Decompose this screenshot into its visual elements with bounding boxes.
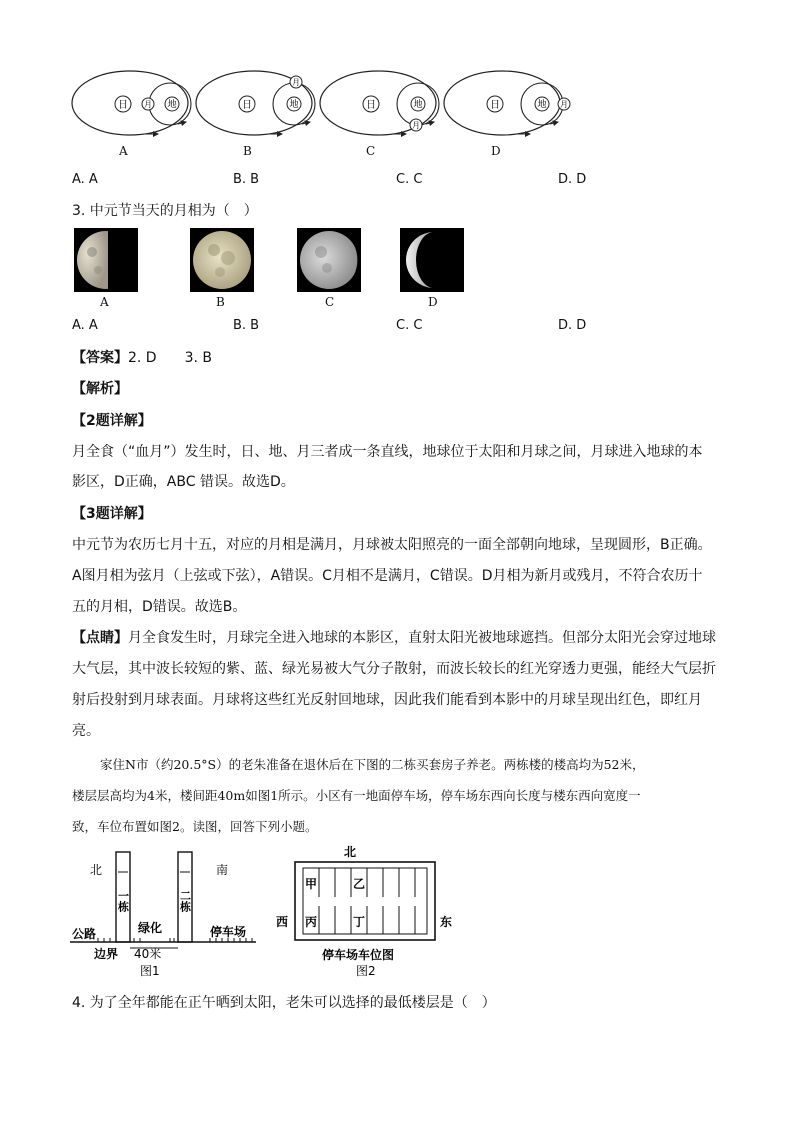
fig2-north: 北 (344, 845, 357, 859)
building-1-text: 一栋 (116, 890, 130, 912)
orbit-label-a: A (119, 144, 128, 158)
tips-line-2: 大气层，其中波长较短的紫、蓝、绿光易被大气分子散射，而波长较长的红光穿透力更强，能经大气层折 (72, 661, 716, 677)
orbit-diagram-a (72, 71, 191, 135)
q3-detail-line-2: A图月相为弦月（上弦或下弦），A错误。C月相不是满月，C错误。D月相为新月或残月，不符合农历十 (72, 568, 703, 584)
orbit-label-b: B (243, 144, 252, 158)
q4-stem: 4. 为了全年都能在正午晒到太阳，老朱可以选择的最低楼层是（ ） (72, 995, 496, 1011)
parking-spot-bing: 丙 (305, 915, 318, 929)
tips-tag: 【点睛】 (72, 630, 128, 646)
orbit-diagram-d (444, 71, 570, 135)
q3-detail-line-1: 中元节为农历七月十五，对应的月相是满月，月球被太阳照亮的一面全部朝向地球，呈现圆形，B正确。 (72, 537, 712, 553)
sun-label: 日 (242, 100, 252, 111)
moon-label-c: C (325, 295, 335, 309)
moon-label: 月 (560, 100, 568, 109)
parking-spot-yi: 乙 (353, 877, 366, 891)
figure-1 (70, 842, 270, 982)
answer-tag: 【答案】 (72, 350, 128, 366)
fig1-south: 南 (216, 863, 229, 877)
q3-stem: 3. 中元节当天的月相为（ ） (72, 203, 258, 219)
fig2-caption: 图2 (356, 964, 376, 978)
orbit-diagrams (66, 66, 586, 166)
q2-option-a: A. A (72, 172, 98, 187)
q3-detail-tag: 【3题详解】 (72, 506, 152, 522)
tips-line-1 (72, 628, 716, 648)
passage-line-1: 家住N市（约20.5°S）的老朱准备在退休后在下图的二栋买套房子养老。两栋楼的楼高均为52米， (100, 757, 645, 772)
q3-option-d: D. D (558, 318, 587, 333)
moon-label: 月 (144, 100, 152, 109)
moon-photo-c (297, 228, 361, 292)
sun-label: 日 (366, 100, 376, 111)
fig1-north: 北 (90, 863, 103, 877)
moon-label-d: D (428, 295, 438, 309)
tips-line-4: 亮。 (72, 723, 100, 739)
q3-option-b: B. B (233, 318, 260, 333)
moon-label-b: B (216, 295, 225, 309)
passage-line-2: 楼层层高均为4米，楼间距40m如图1所示。小区有一地面停车场，停车场东西向长度与楼东西向宽度一 (72, 788, 641, 803)
q2-option-b: B. B (233, 172, 260, 187)
sun-label: 日 (490, 100, 500, 111)
fig2-title: 停车场车位图 (322, 948, 395, 962)
q2-detail-tag: 【2题详解】 (72, 413, 152, 429)
tips-line-3: 射后投射到月球表面。月球将这些红光反射回地球，因此我们能看到本影中的月球呈现出红色，即红月 (72, 692, 702, 708)
moon-photo-d (400, 228, 464, 292)
q2-detail-line-1: 月全食（“血月”）发生时，日、地、月三者成一条直线，地球位于太阳和月球之间，月球进入地球的本 (72, 444, 703, 460)
q3-option-a: A. A (72, 318, 98, 333)
fig1-boundary: 边界 (94, 947, 119, 961)
moon-label: 月 (292, 78, 300, 87)
orbit-diagram-b (196, 71, 315, 135)
earth-label: 地 (413, 100, 423, 110)
orbit-label-c: C (366, 144, 376, 158)
q2-option-d: D. D (558, 172, 587, 187)
parking-spot-ding: 丁 (353, 915, 366, 929)
q3-detail-line-3: 五的月相，D错误。故选B。 (72, 599, 247, 615)
moon-label-a: A (100, 295, 109, 309)
passage-line-3: 致，车位布置如图2。读图，回答下列小题。 (72, 819, 318, 834)
fig2-west: 西 (276, 915, 289, 929)
q3-option-c: C. C (396, 318, 423, 333)
moon-photo-a (74, 228, 138, 292)
earth-label: 地 (537, 100, 547, 110)
earth-label: 地 (289, 100, 299, 110)
orbit-diagram-c (320, 71, 439, 135)
fig1-road: 公路 (72, 927, 97, 941)
answer-text: 2. D 3. B (128, 350, 212, 366)
q2-option-c: C. C (396, 172, 423, 187)
sun-label: 日 (118, 100, 128, 111)
parking-spot-jia: 甲 (305, 877, 318, 891)
answer-line (72, 348, 212, 368)
moon-label: 月 (412, 121, 420, 130)
fig1-greenery: 绿化 (138, 921, 163, 935)
fig1-parking: 停车场 (210, 925, 247, 939)
figure-2 (272, 842, 462, 982)
fig1-caption: 图1 (140, 964, 160, 978)
building-2-text: 二栋 (178, 890, 192, 912)
tips-first: 月全食发生时，月球完全进入地球的本影区，直射太阳光被地球遮挡。但部分太阳光会穿过地球 (128, 630, 716, 646)
orbit-label-d: D (491, 144, 501, 158)
moon-photo-b (190, 228, 254, 292)
analysis-tag: 【解析】 (72, 381, 128, 397)
fig2-east: 东 (440, 915, 453, 929)
fig1-distance: 40米 (134, 947, 162, 961)
q2-detail-line-2: 影区，D正确，ABC 错误。故选D。 (72, 474, 295, 490)
earth-label: 地 (167, 100, 177, 110)
